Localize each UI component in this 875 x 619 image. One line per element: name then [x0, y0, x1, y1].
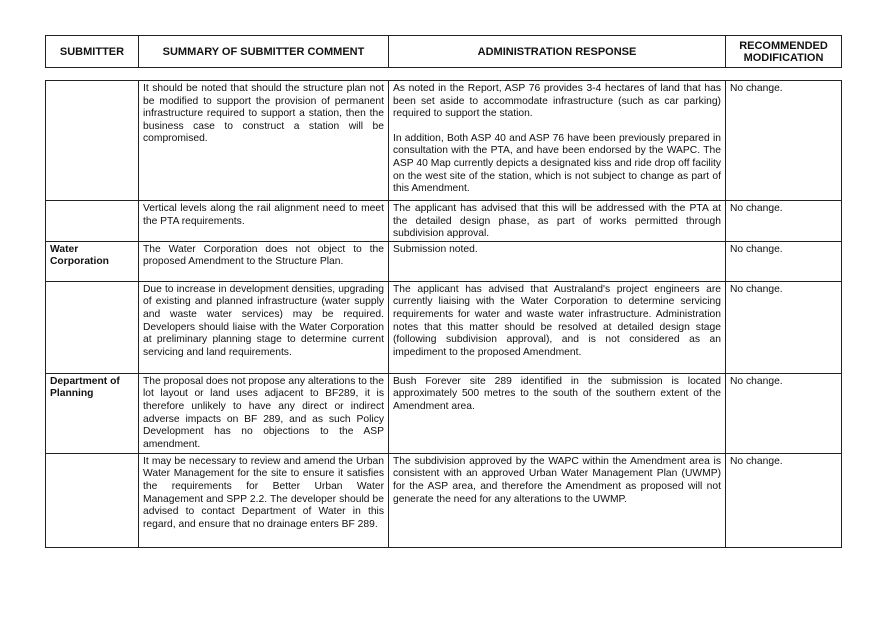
- response-text: As noted in the Report, ASP 76 provides 3-4 hectares of land that has been set aside to accommodate infrastructure (such as car parking) required to support the station.: [393, 83, 721, 120]
- header-submitter: SUBMITTER: [46, 36, 139, 68]
- response-cell: [389, 373, 726, 453]
- submitter-cell: Department of Planning: [46, 373, 139, 453]
- modification-cell: No change.: [726, 373, 842, 453]
- header-recommended-modification: RECOMMENDED MODIFICATION: [726, 36, 842, 68]
- response-cell: [389, 81, 726, 201]
- response-text-continued: In addition, Both ASP 40 and ASP 76 have been previously prepared in consultation with the PTA, and have been endorsed by the WAPC. The ASP 40 Map currently depicts a designated kiss and ride drop off facility on the west site of the station, which is not subject to change as part of this Amendment.: [393, 132, 721, 195]
- response-cell: [389, 281, 726, 373]
- header-admin-response: ADMINISTRATION RESPONSE: [389, 36, 726, 68]
- summary-text: Due to increase in development densities, upgrading of existing and planned infrastructure (water supply and waste water services) may be required. Developers should liaise with the Water Corporation at preliminary planning stage to determine current servicing and land requirements.: [143, 283, 384, 358]
- table-row: [46, 201, 842, 242]
- response-cell: [389, 453, 726, 547]
- response-text: The applicant has advised that Australand's project engineers are currently liaising with the Water Corporation to determine servicing requirements for water and waste water infrastructure. Administration notes that this matter should be resolved at detailed design stage (following subdivision approval), and is not considered as an impediment to the proposed Amendment.: [393, 283, 721, 358]
- summary-cell: [139, 281, 389, 373]
- submitter-cell: [46, 453, 139, 547]
- summary-cell: [139, 453, 389, 547]
- summary-cell: [139, 81, 389, 201]
- table-row: [46, 453, 842, 547]
- header-summary: SUMMARY OF SUBMITTER COMMENT: [139, 36, 389, 68]
- submissions-table: [45, 80, 842, 548]
- submitter-cell: [46, 81, 139, 201]
- response-text: Bush Forever site 289 identified in the submission is located approximately 500 metres to the south of the southern extent of the Amendment area.: [393, 375, 721, 412]
- column-header-table: [45, 35, 842, 68]
- submitter-cell: [46, 281, 139, 373]
- table-row: [46, 373, 842, 453]
- response-text: The applicant has advised that this will be addressed with the PTA at the detailed design phase, as part of works permitted through subdivision approval.: [393, 203, 721, 240]
- summary-cell: [139, 241, 389, 281]
- response-text: The subdivision approved by the WAPC within the Amendment area is consistent with an approved Urban Water Management Plan (UWMP) for the ASP area, and therefore the Amendment as proposed will not generate the need for any alterations to the UWMP.: [393, 455, 721, 505]
- summary-text: It should be noted that should the structure plan not be modified to support the provision of permanent infrastructure required to support a station, then the business case to construct a station will be compromised.: [143, 83, 384, 145]
- response-cell: [389, 201, 726, 242]
- modification-cell: No change.: [726, 81, 842, 201]
- response-cell: [389, 241, 726, 281]
- modification-cell: No change.: [726, 453, 842, 547]
- table-row: [46, 241, 842, 281]
- summary-text: The Water Corporation does not object to the proposed Amendment to the Structure Plan.: [143, 243, 384, 268]
- table-row: [46, 281, 842, 373]
- modification-cell: No change.: [726, 241, 842, 281]
- summary-cell: [139, 201, 389, 242]
- modification-cell: No change.: [726, 201, 842, 242]
- response-text: Submission noted.: [393, 243, 478, 255]
- summary-cell: [139, 373, 389, 453]
- summary-text: Vertical levels along the rail alignment need to meet the PTA requirements.: [143, 203, 384, 227]
- modification-cell: No change.: [726, 281, 842, 373]
- submitter-cell: Water Corporation: [46, 241, 139, 281]
- summary-text: The proposal does not propose any alterations to the lot layout or land uses adjacent to BF289, it is therefore unlikely to have any direct or indirect adverse impacts on BF 289, and as such Policy Development has no objections to the ASP amendment.: [143, 375, 384, 450]
- table-row: [46, 81, 842, 201]
- submitter-cell: [46, 201, 139, 242]
- summary-text: It may be necessary to review and amend the Urban Water Management for the site to ensure it satisfies the requirements for Better Urban Water Management and SPP 2.2. The developer should be advised to contact Department of Water in this regard, and ensure that no drainage enters BF 289.: [143, 455, 384, 530]
- header-row: [46, 36, 842, 68]
